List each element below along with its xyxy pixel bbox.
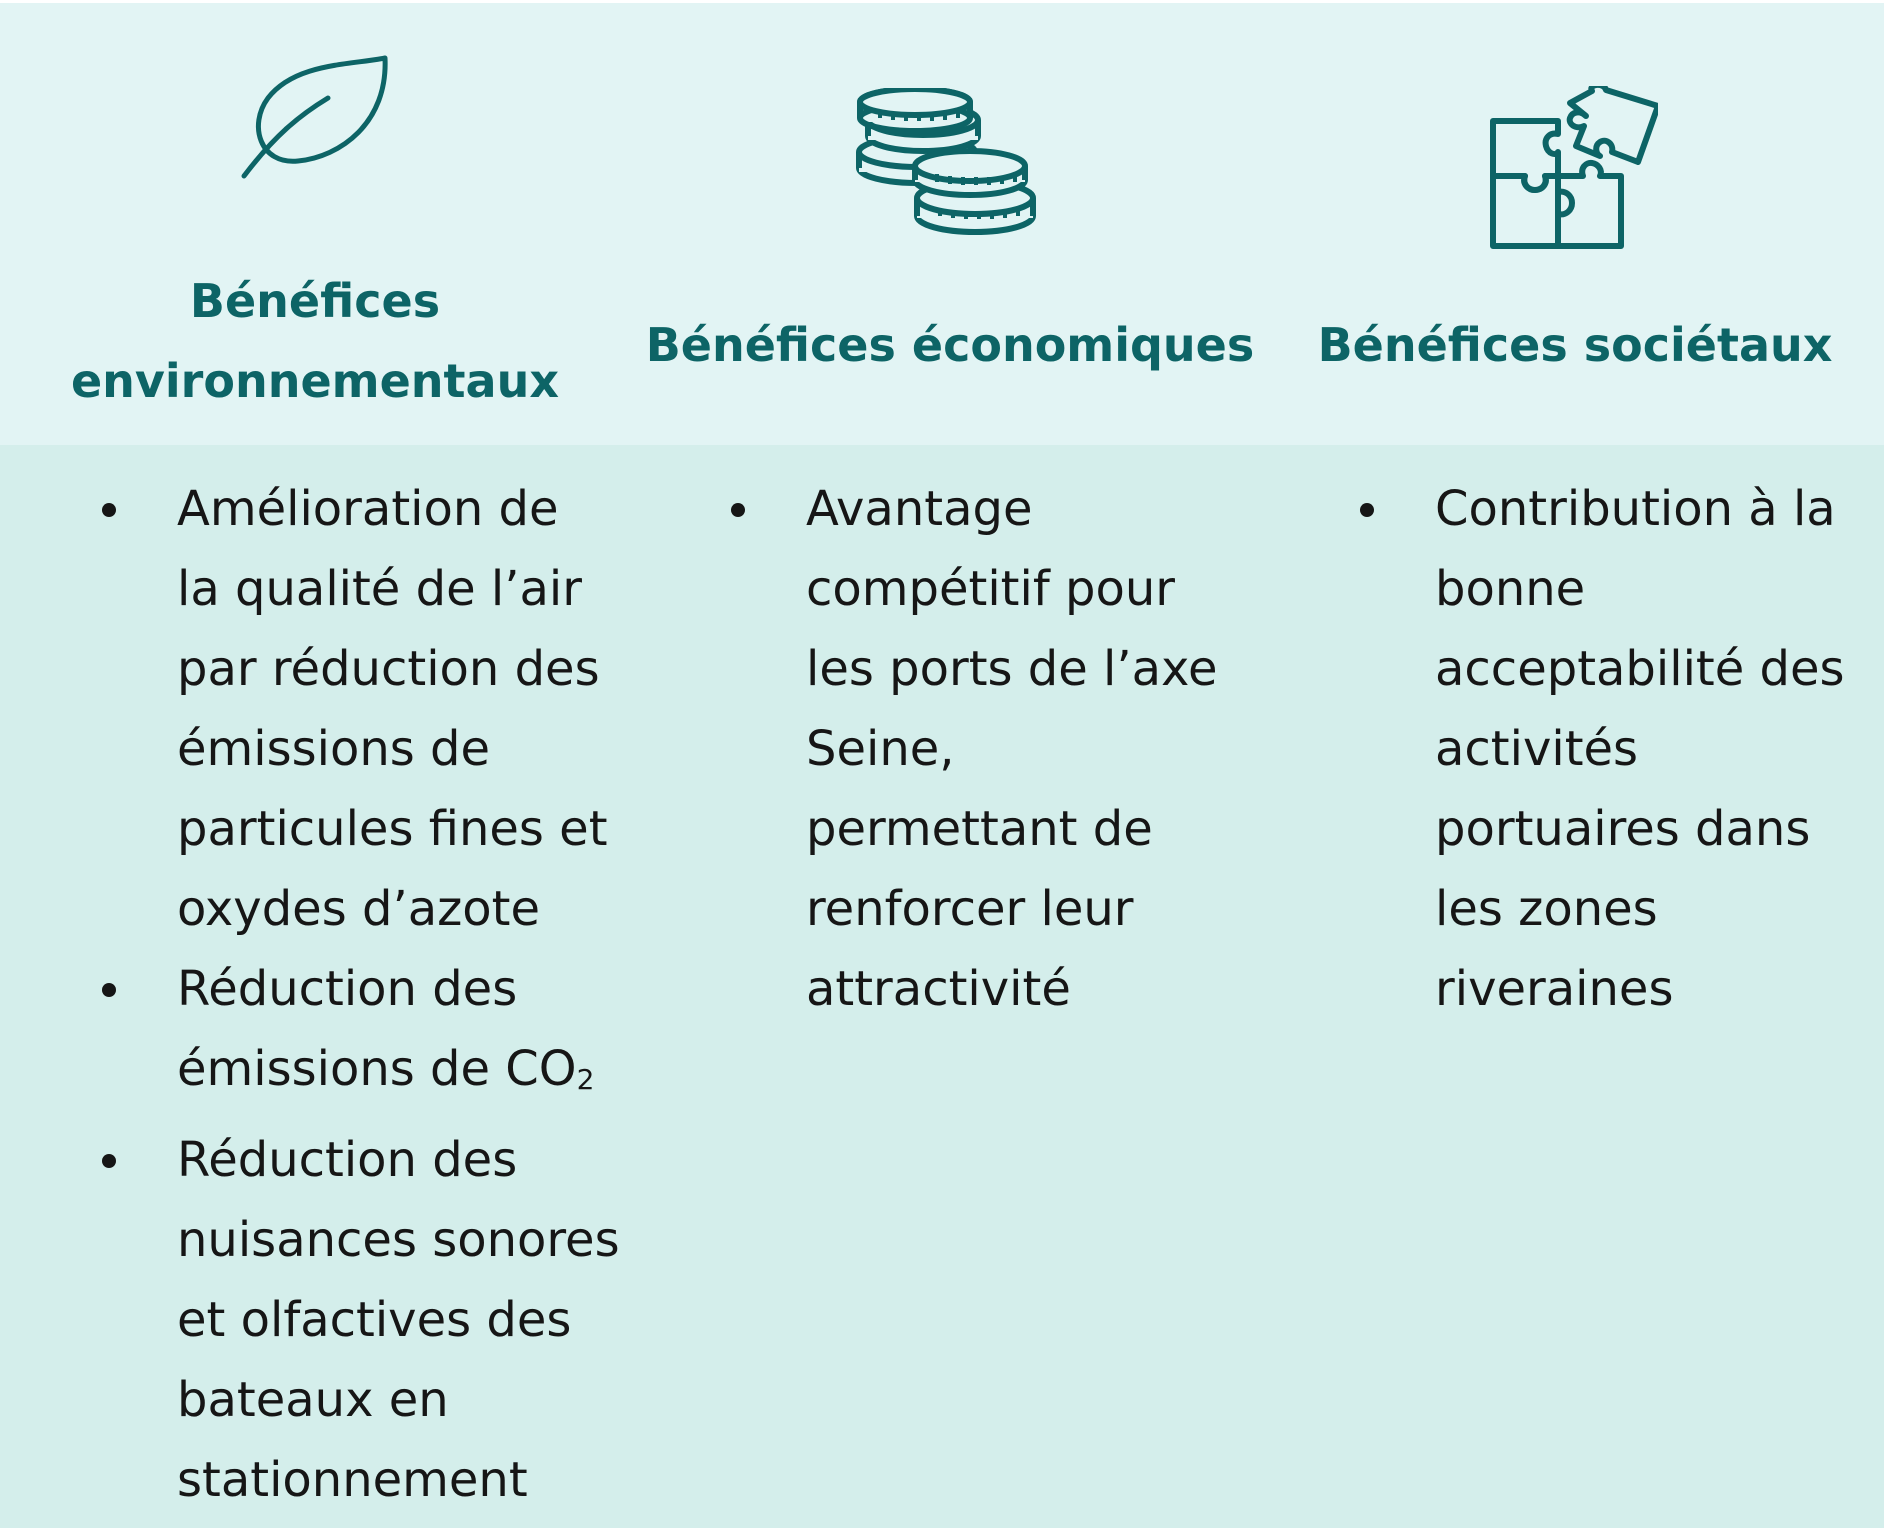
item-line: nuisances sonores [177, 1212, 620, 1268]
item-line: oxydes d’azote [177, 881, 541, 937]
societal-benefits-list [1360, 469, 1880, 1029]
economic-benefits-list [731, 469, 1291, 1029]
item-line: Contribution à la [1435, 481, 1836, 537]
list-item [1360, 469, 1880, 1029]
title-line: Bénéfices [189, 274, 441, 328]
item-line: les ports de l’axe [806, 641, 1218, 697]
item-line: compétitif pour [806, 561, 1175, 617]
bullet [1360, 503, 1374, 517]
list-item [102, 949, 642, 1120]
column-title-environmental [40, 261, 590, 421]
item-line: par réduction des [177, 641, 600, 697]
item-line: portuaires dans [1435, 801, 1811, 857]
item-line: bateaux en [177, 1372, 449, 1428]
leaf-icon [240, 53, 390, 183]
bullet [102, 983, 116, 997]
list-item [102, 469, 642, 949]
item-line: Réduction des [177, 1132, 518, 1188]
item-line: Seine, [806, 721, 955, 777]
environmental-benefits-list [102, 469, 642, 1520]
item-line: émissions de [177, 721, 491, 777]
item-line: riveraines [1435, 961, 1674, 1017]
bullet [102, 1154, 116, 1168]
bullet [102, 503, 116, 517]
item-line: et olfactives des [177, 1292, 572, 1348]
item-line [177, 1029, 642, 1120]
column-title-societal: Bénéfices sociétaux [1317, 318, 1833, 372]
item-line: bonne [1435, 561, 1586, 617]
column-title-economic: Bénéfices économiques [645, 318, 1255, 372]
item-line: acceptabilité des [1435, 641, 1845, 697]
list-item [731, 469, 1291, 1029]
item-line: Avantage [806, 481, 1033, 537]
item-line: activités [1435, 721, 1639, 777]
puzzle-icon [1488, 86, 1658, 251]
bullet [731, 503, 745, 517]
item-line: la qualité de l’air [177, 561, 582, 617]
list-item [102, 1120, 642, 1520]
item-line: permettant de [806, 801, 1153, 857]
item-line: particules fines et [177, 801, 608, 857]
item-line: renforcer leur [806, 881, 1134, 937]
benefits-table [0, 3, 1884, 1527]
title-line: environnementaux [70, 354, 559, 408]
item-line-text: émissions de CO [177, 1041, 577, 1097]
coins-icon [855, 88, 1040, 253]
item-line: attractivité [806, 961, 1071, 1017]
item-line: Réduction des [177, 961, 518, 1017]
item-line: stationnement [177, 1452, 528, 1508]
subscript: 2 [576, 1063, 595, 1096]
item-line: les zones [1435, 881, 1658, 937]
item-line: Amélioration de [177, 481, 559, 537]
